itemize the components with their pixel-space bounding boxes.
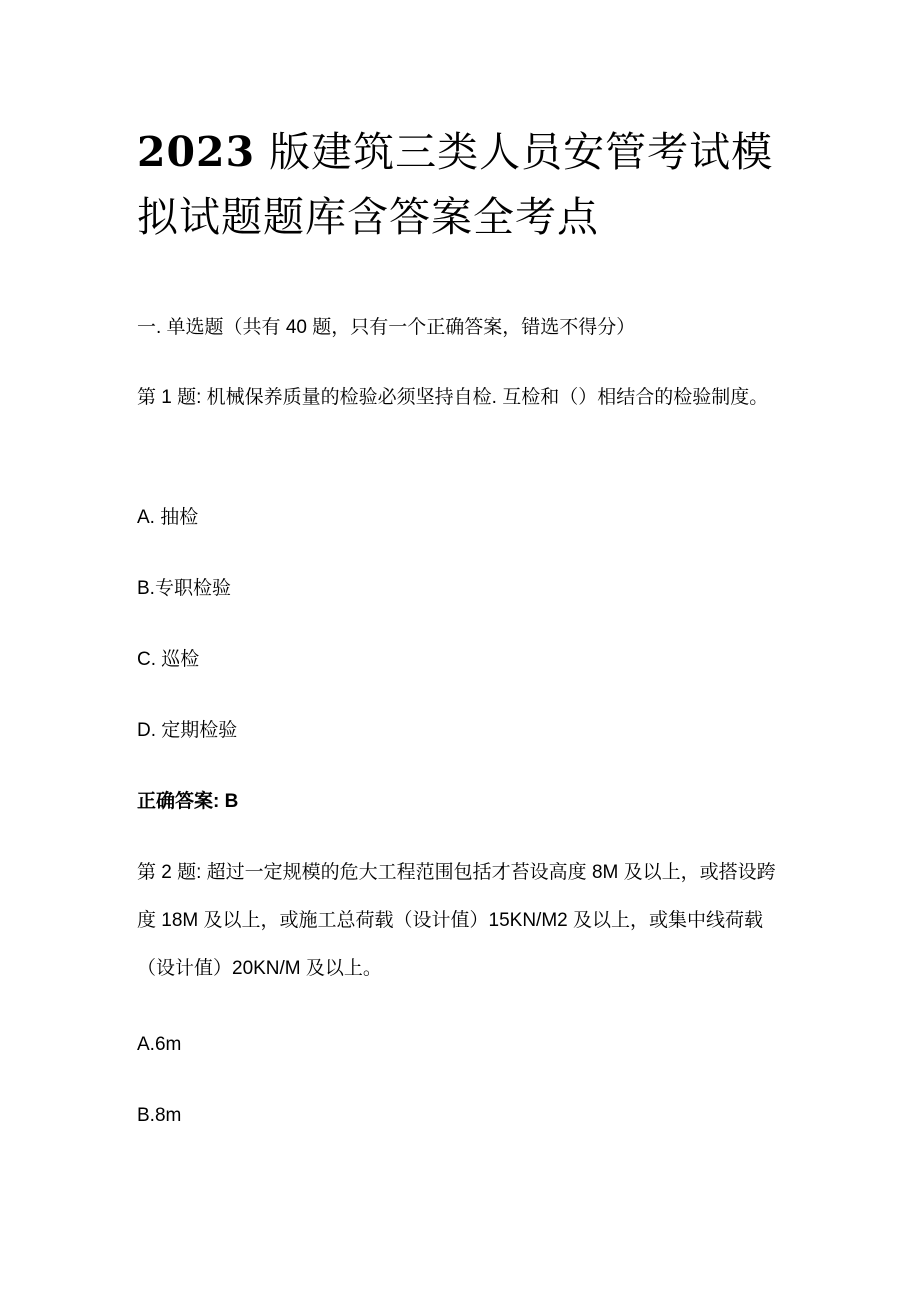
question-2-option-b: B.8m (137, 1105, 182, 1126)
question-2-option-a: A.6m (137, 1034, 182, 1055)
question-1-option-d: D. 定期检验 (137, 720, 238, 741)
section-header: 一. 单选题（共有 40 题，只有一个正确答案，错选不得分） (137, 317, 636, 338)
page-title (137, 120, 797, 250)
question-1-option-a: A. 抽检 (137, 507, 199, 528)
question-1-stem: 第 1 题: 机械保养质量的检验必须坚持自检. 互检和（）相结合的检验制度。 (137, 387, 769, 408)
question-1-option-b: B.专职检验 (137, 578, 231, 599)
title-text: 版建筑三类人员安管考试模拟试题题库含答案全考点 (137, 128, 774, 241)
title-year: 2023 (137, 128, 256, 176)
question-2-stem: 第 2 题: 超过一定规模的危大工程范围包括才苔设高度 8M 及以上，或搭设跨度 18M 及以上，或施工总荷载（设计值）15KN/M2 及以上，或集中线荷载（设计值）20KN/M 及以上。 (137, 862, 776, 979)
question-1-option-c: C. 巡检 (137, 649, 200, 670)
question-1-answer: 正确答案: B (137, 791, 239, 812)
